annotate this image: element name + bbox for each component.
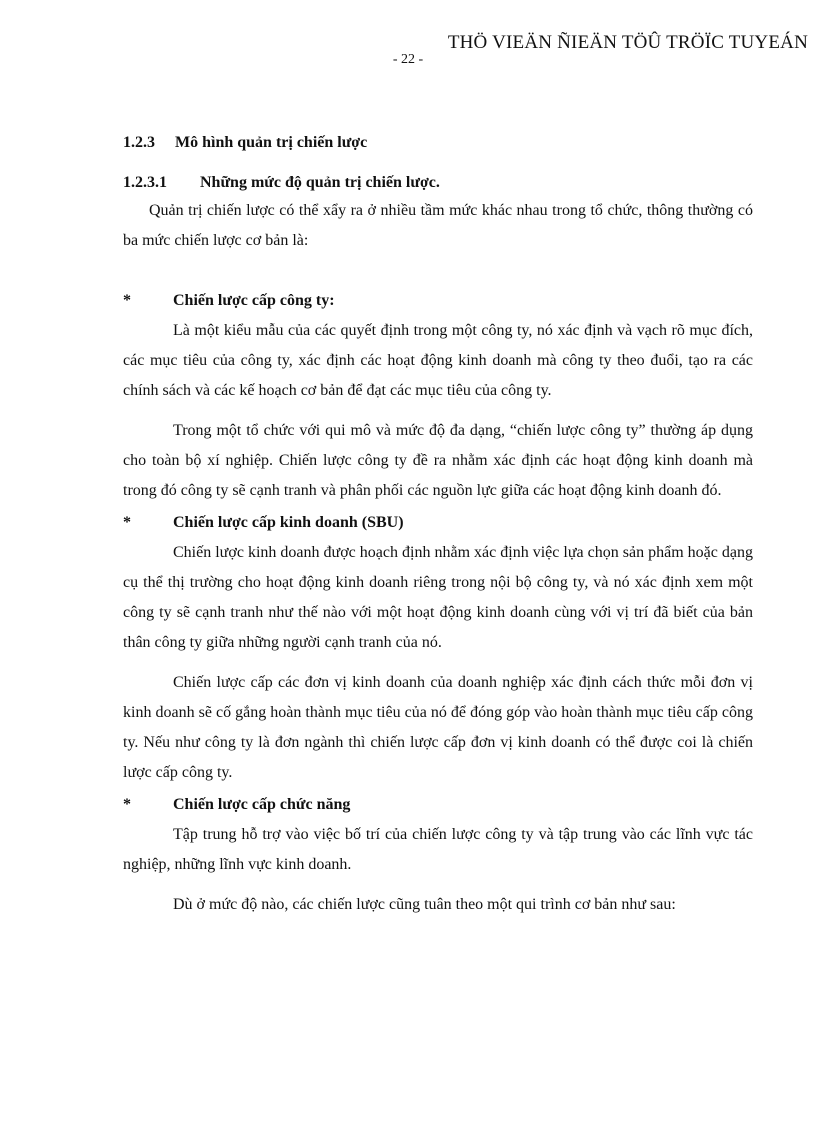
paragraph: Là một kiểu mẫu của các quyết định trong một công ty, nó xác định và vạch rõ mục đích, các mục tiêu của công ty, xác định các hoạt động kinh doanh mà công ty theo đuổi, tạo ra các chính sách và các kế hoạch cơ bản để đạt các mục tiêu của công ty. xyxy=(123,322,753,399)
bullet-marker: * xyxy=(123,292,131,309)
paragraph: Trong một tổ chức với qui mô và mức độ đa dạng, “chiến lược công ty” thường áp dụng cho toàn bộ xí nghiệp. Chiến lược công ty đề ra nhằm xác định các hoạt động kinh doanh mà trong đó công ty sẽ cạnh tranh và phân phối các nguồn lực giữa các hoạt động kinh doanh đó. xyxy=(123,422,753,499)
bullet-marker: * xyxy=(123,514,131,531)
section-number: 1.2.3 xyxy=(123,134,155,151)
subsection-title: Những mức độ quản trị chiến lược. xyxy=(200,174,440,191)
page-number: - 22 - xyxy=(392,52,424,67)
section-heading xyxy=(123,128,753,158)
bullet-heading-functional xyxy=(123,790,753,820)
bullet-title: Chiến lược cấp kinh doanh (SBU) xyxy=(173,514,404,531)
header-watermark: THÖ VIEÄN ÑIEÄN TÖÛ TRÖÏC TUYEÁN xyxy=(447,32,808,53)
bullet-marker: * xyxy=(123,796,131,813)
paragraph: Dù ở mức độ nào, các chiến lược cũng tuân theo một qui trình cơ bản như sau: xyxy=(173,896,676,913)
section-title: Mô hình quản trị chiến lược xyxy=(175,134,368,151)
bullet-title: Chiến lược cấp chức năng xyxy=(173,796,351,813)
bullet-title: Chiến lược cấp công ty: xyxy=(173,292,335,309)
paragraph: Chiến lược cấp các đơn vị kinh doanh của doanh nghiệp xác định cách thức mỗi đơn vị kinh doanh sẽ cố gắng hoàn thành mục tiêu của nó để đóng góp vào hoàn thành mục tiêu cấp công ty. Nếu như công ty là đơn ngành thì chiến lược cấp đơn vị kinh doanh có thể được coi là chiến lược cấp công ty. xyxy=(123,674,753,781)
paragraph: Tập trung hỗ trợ vào việc bố trí của chiến lược công ty và tập trung vào các lĩnh vực tác nghiệp, những lĩnh vực kinh doanh. xyxy=(123,826,753,873)
document-body xyxy=(123,128,753,920)
subsection-heading xyxy=(123,170,753,196)
paragraph: Chiến lược kinh doanh được hoạch định nhằm xác định việc lựa chọn sản phẩm hoặc dạng cụ thể thị trường cho hoạt động kinh doanh riêng trong nội bộ công ty, và nó xác định xem một công ty sẽ cạnh tranh như thế nào với một hoạt động kinh doanh cùng với vị trí đã biết của bản thân công ty giữa những người cạnh tranh của nó. xyxy=(123,544,753,651)
subsection-number: 1.2.3.1 xyxy=(123,174,167,191)
bullet-heading-company xyxy=(123,286,753,316)
intro-paragraph: Quản trị chiến lược có thể xẩy ra ở nhiều tầm mức khác nhau trong tổ chức, thông thường có ba mức chiến lược cơ bản là: xyxy=(123,202,753,249)
bullet-heading-business xyxy=(123,508,753,538)
